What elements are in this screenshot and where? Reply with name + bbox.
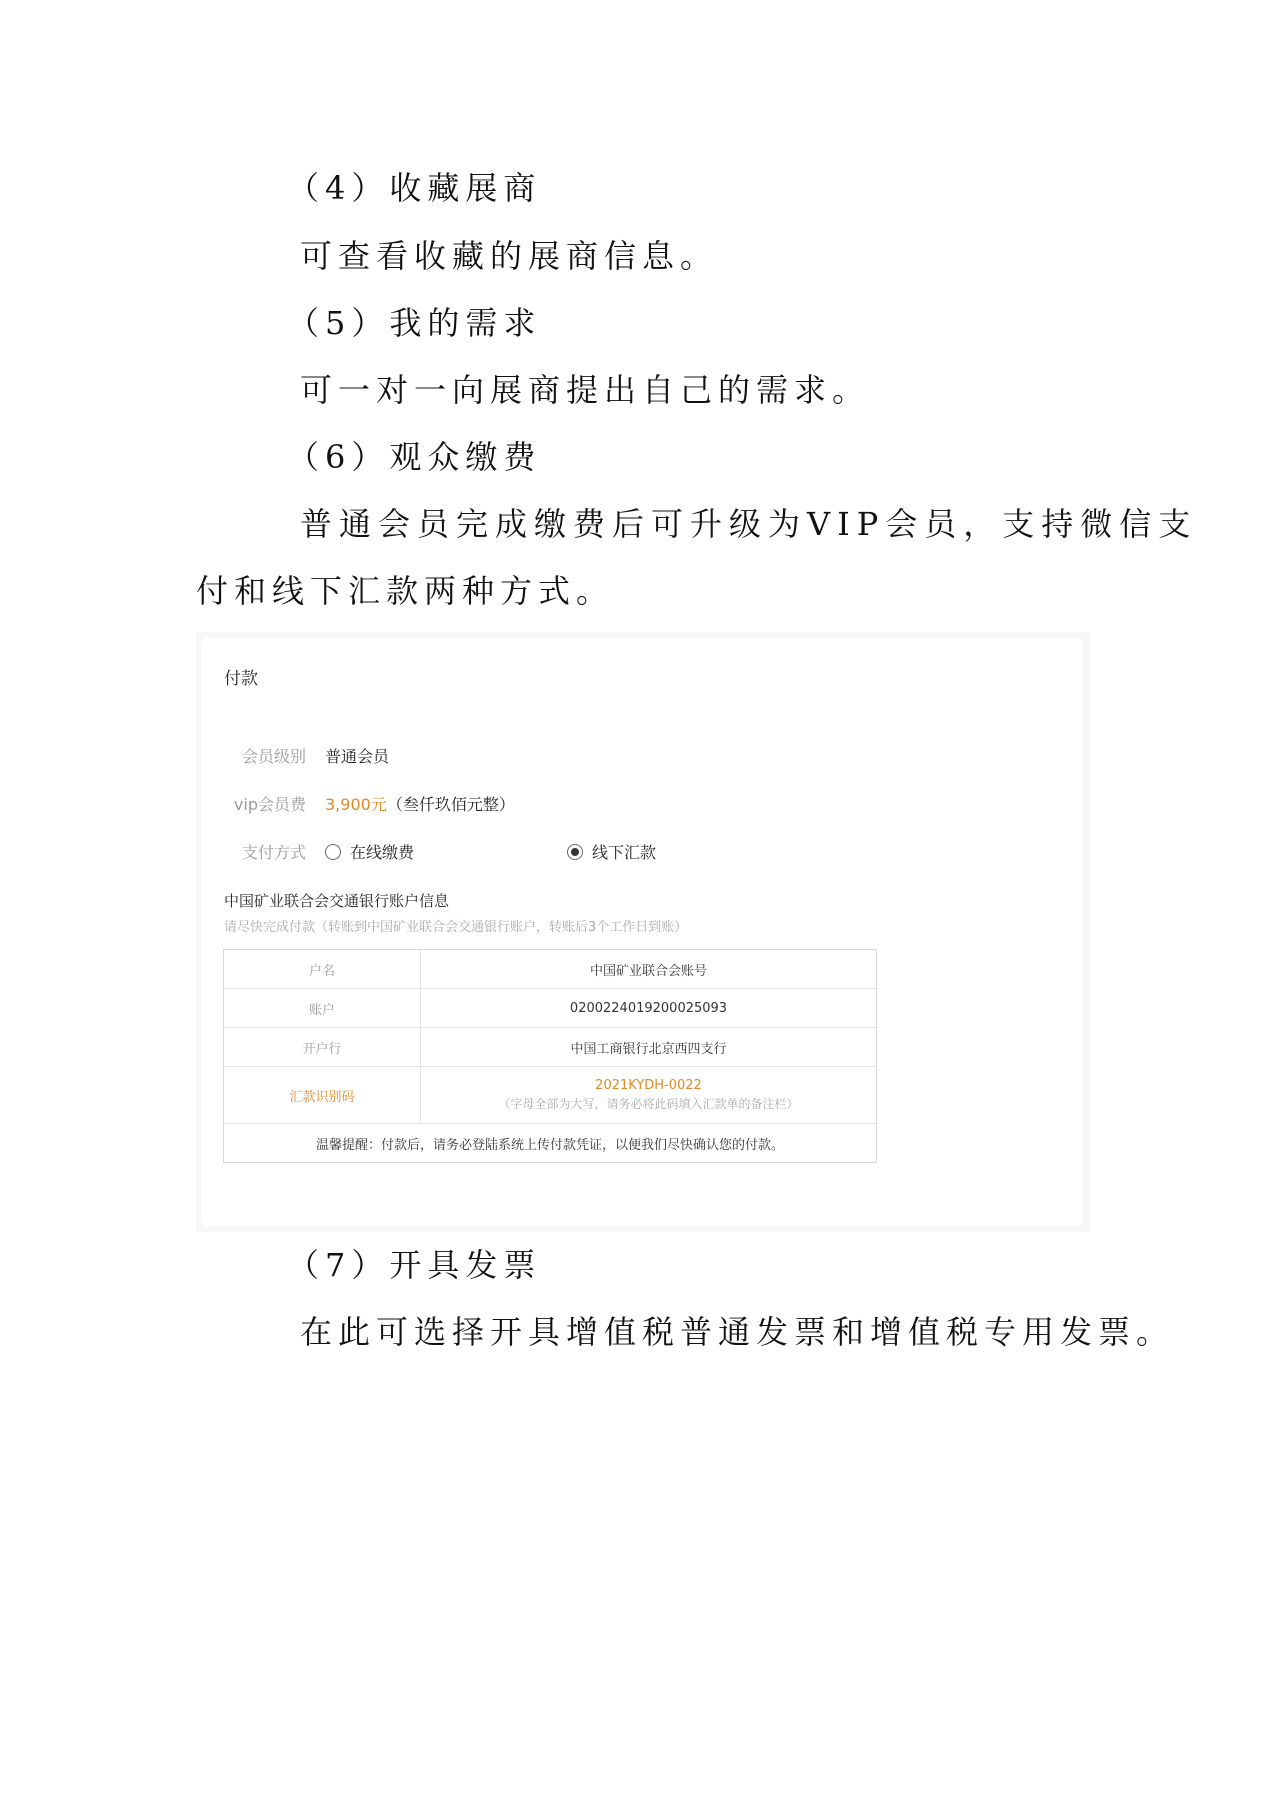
fee-label: vip会员费 xyxy=(233,795,306,814)
payment-method-label: 支付方式 xyxy=(241,843,306,862)
paragraph-audience-payment-line2: 付和线下汇款两种方式。 xyxy=(196,572,615,610)
paragraph-favorite-exhibitors: 可查看收藏的展商信息。 xyxy=(300,237,719,275)
remittance-code-note: （字母全部为大写，请务必将此码填入汇款单的备注栏） xyxy=(498,1097,799,1111)
bank-value: 中国工商银行北京西四支行 xyxy=(570,1041,727,1057)
section-heading-favorite-exhibitors: （4）收藏展商 xyxy=(287,169,542,207)
payment-title: 付款 xyxy=(224,669,258,689)
paragraph-invoice: 在此可选择开具增值税普通发票和增值税专用发票。 xyxy=(300,1313,1175,1351)
account-info-subtitle: 请尽快完成付款（转账到中国矿业联合会交通银行账户，转账后3个工作日到账） xyxy=(224,920,688,935)
section-heading-invoice: （7）开具发票 xyxy=(287,1246,542,1284)
table-row xyxy=(224,1028,876,1067)
member-level-value: 普通会员 xyxy=(325,747,390,766)
account-name-value: 中国矿业联合会账号 xyxy=(589,963,707,979)
account-number-value: 0200224019200025093 xyxy=(569,1000,728,1016)
payment-method-offline[interactable] xyxy=(567,840,656,863)
account-name-label: 户名 xyxy=(224,950,421,988)
fee-amount-words: （叁仟玖佰元整） xyxy=(386,795,515,814)
account-info-title: 中国矿业联合会交通银行账户信息 xyxy=(224,892,450,910)
payment-method-online[interactable] xyxy=(325,840,414,863)
table-row xyxy=(224,950,876,989)
fee-amount: 3,900元 xyxy=(325,795,387,814)
reminder-row xyxy=(224,1124,876,1162)
payment-method-online-label: 在线缴费 xyxy=(350,843,415,862)
payment-card xyxy=(201,638,1083,1226)
payment-method-offline-label: 线下汇款 xyxy=(592,843,657,862)
bank-label: 开户行 xyxy=(224,1028,421,1066)
remittance-code-value: 2021KYDH-0022 xyxy=(595,1078,702,1093)
paragraph-my-requests: 可一对一向展商提出自己的需求。 xyxy=(300,371,871,409)
paragraph-audience-payment-line1: 普通会员完成缴费后可升级为VIP会员，支持微信支 xyxy=(300,505,1198,543)
member-level-label: 会员级别 xyxy=(241,747,306,766)
remittance-code-label: 汇款识别码 xyxy=(224,1067,421,1123)
table-row xyxy=(224,989,876,1028)
table-row xyxy=(224,1067,876,1124)
section-heading-my-requests: （5）我的需求 xyxy=(287,304,542,342)
radio-online-icon[interactable] xyxy=(325,844,341,860)
radio-offline-icon[interactable] xyxy=(567,844,583,860)
section-heading-audience-payment: （6）观众缴费 xyxy=(287,438,542,476)
payment-screenshot xyxy=(196,632,1090,1232)
account-number-label: 账户 xyxy=(224,989,421,1027)
account-table xyxy=(223,949,877,1163)
reminder-text: 温馨提醒：付款后，请务必登陆系统上传付款凭证，以便我们尽快确认您的付款。 xyxy=(315,1137,784,1153)
